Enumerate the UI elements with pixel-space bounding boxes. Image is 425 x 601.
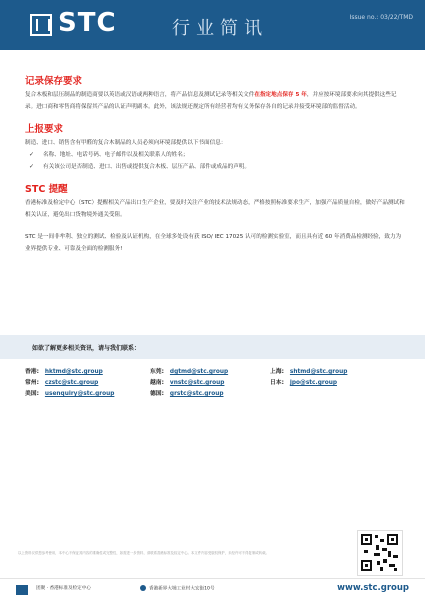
reminder-paragraph-2: STC 是一间非牟利、独立的测试、检验及认证机构，在全球多处设有获 ISO/ IEC 17025 认可的检测实验室，而且具有近 60 年消费品检测经验，致力为业界提供专业、可靠及全面的检测服务! [25, 234, 402, 252]
contact-label: 上海: [270, 369, 284, 375]
records-title: 记录保存要求 [25, 76, 83, 87]
footer-disclaimer: 以上资料仅供您参考使用，本中心不保证其内容的准确性或完整性，如需进一步资料，请联系香港标准及检定中心。本文件内容受版权保护，未经许可不得复制或转载。 [18, 551, 269, 555]
email-link[interactable]: hktmd@stc.group [44, 369, 103, 375]
website-link[interactable]: www.stc.group [337, 583, 409, 593]
main-content [25, 75, 405, 255]
reporting-intro: 制造、进口、销售含有甲醛的复合木制品的人员必须向环境部提供以下书面信息： [25, 140, 227, 146]
location-icon [140, 585, 146, 591]
records-text-1: 复合木板和层压制品的制造商要以英语或汉语或两种语言，将产品信息及测试记录等相关文件 [25, 92, 255, 98]
reporting-title: 上报要求 [25, 124, 64, 135]
contact-label: 日本: [270, 380, 284, 386]
reminder-title: STC 提醒 [25, 184, 68, 195]
stc-logo-icon [30, 14, 52, 36]
header-banner [0, 0, 425, 50]
email-link[interactable]: grstc@stc.group [169, 391, 224, 397]
stc-logo-icon [16, 585, 28, 595]
contact-title: 如欲了解更多相关资讯，请与我们联系： [32, 345, 141, 352]
brand-name: STC [58, 8, 117, 38]
email-link[interactable]: vnstc@stc.group [169, 380, 225, 386]
contact-label: 德国: [150, 391, 164, 397]
reporting-item: ✓ 名称、地址、电话号码、电子邮件以及相关联系人的姓名； [25, 149, 405, 161]
contact-label: 香港: [25, 369, 39, 375]
footer-item-organization [36, 585, 91, 591]
contact-row [25, 388, 415, 399]
reminder-paragraph-1: 香港标准及检定中心（STC）提醒相关产品出口生产企业，要及时关注产业的技术法规动态，严格按照标准要求生产，加强产品质量自检，做好产品测试和相关认证，避免出口货物境外通关受阻。 [25, 200, 405, 218]
contact-label: 常州: [25, 380, 39, 386]
contact-label: 美国: [25, 391, 39, 397]
footer-item-address [140, 585, 215, 592]
contact-row [25, 377, 415, 388]
contact-banner [0, 335, 425, 359]
records-paragraph [25, 89, 405, 113]
reporting-item: ✓ 有关该公司是否制造、进口、出售或提供复合木板、层压产品、部件或成品的声明。 [25, 161, 405, 173]
email-link[interactable]: czstc@stc.group [44, 380, 99, 386]
email-link[interactable]: usenquiry@stc.group [44, 391, 115, 397]
footer-address-text: 香港新界大埔工业村大宏街10号 [149, 586, 215, 592]
contact-row [25, 366, 415, 377]
email-link[interactable]: shtmd@stc.group [289, 369, 348, 375]
qr-code-icon [357, 530, 403, 576]
records-text-2: ，并应按环境部要求向其提供这些记录。进口商和零售商将保留其产品的认证声明副本。此外，该法规还规定所有经营者均有义务保存各自的记录并接受环境部的监督活动。 [25, 92, 397, 110]
contact-list [25, 366, 415, 399]
records-highlight: 在指定地点保存 5 年 [254, 92, 307, 98]
footer-bar [0, 578, 425, 601]
issue-number: Issue no.: 03/22/TMD [349, 14, 413, 21]
email-link[interactable]: jpo@stc.group [289, 380, 337, 386]
footer-organization-text: 团聚 · 香港标准及检定中心 [36, 586, 91, 591]
email-link[interactable]: dgtmd@stc.group [169, 369, 229, 375]
contact-label: 东莞: [150, 369, 164, 375]
contact-label: 越南: [150, 380, 164, 386]
page-title: 行业简讯 [172, 18, 268, 39]
